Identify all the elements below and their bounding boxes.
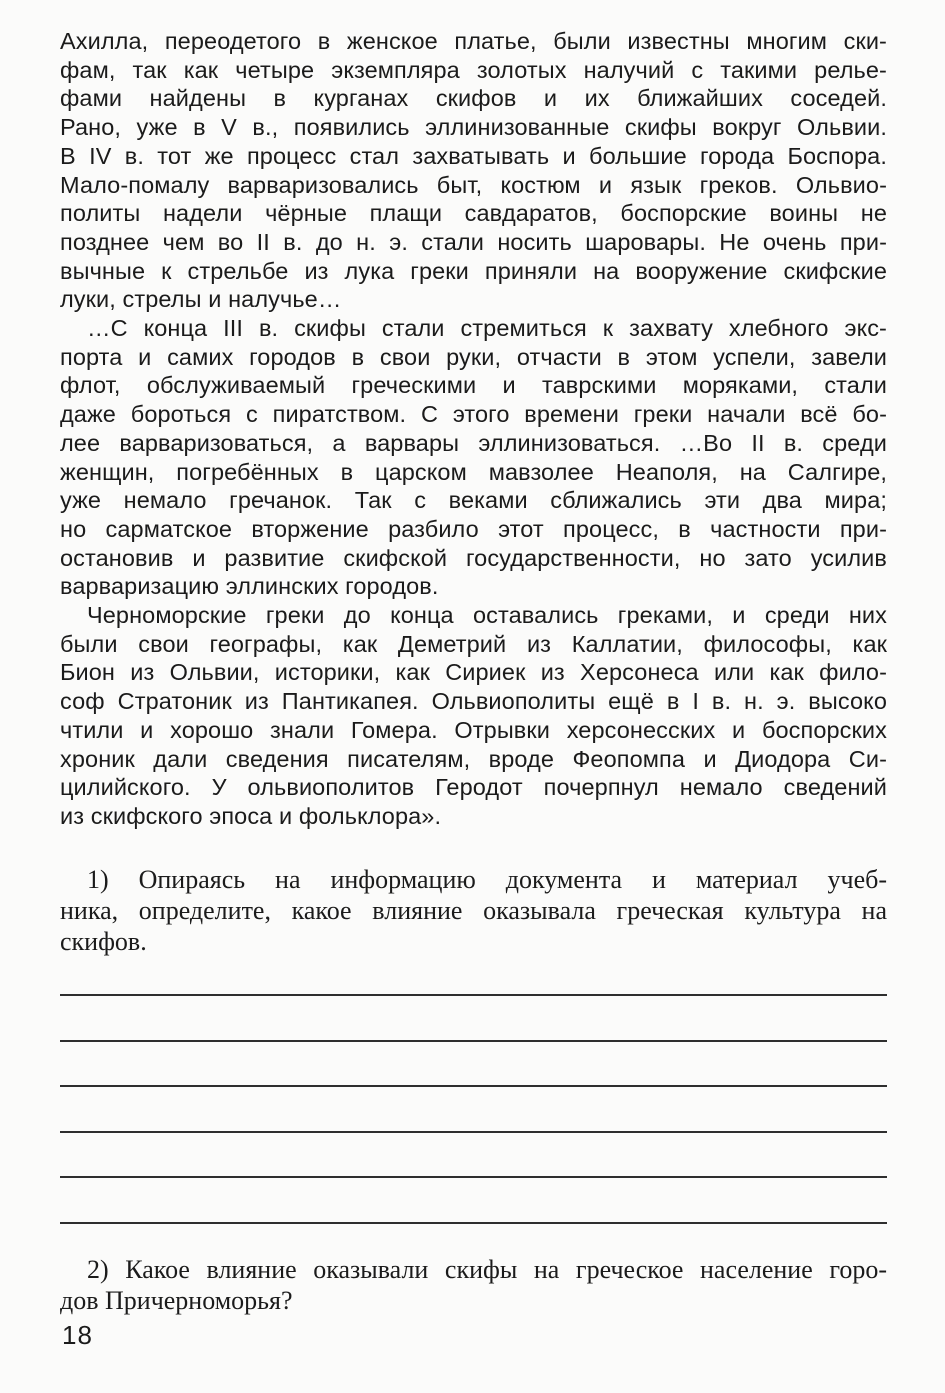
question-2 [60, 1254, 887, 1316]
question-line: ника, определите, какое влияние оказывала греческая культура на [60, 895, 887, 925]
excerpt-line: даже бороться с пиратством. С этого времени греки начали всё бо- [60, 401, 887, 428]
page-number: 18 [62, 1320, 93, 1350]
excerpt-line: Мало-помалу варваризовались быт, костюм и язык греков. Ольвио- [60, 171, 887, 198]
answer-line [60, 1133, 887, 1179]
excerpt-line: соф Стратоник из Пантикапея. Ольвиополиты ещё в I в. н. э. высоко [60, 688, 887, 715]
excerpt-line: Бион из Ольвии, историки, как Сириек из Херсонеса или как фило- [60, 659, 887, 686]
excerpt-line: остановив и развитие скифской государственности, но зато усилив [60, 544, 887, 571]
excerpt-line: политы надели чёрные плащи савдаратов, боспорские воины не [60, 200, 887, 227]
text-column [60, 27, 887, 1316]
excerpt-line: женщин, погребённых в царском мавзолее Неаполя, на Салгире, [60, 458, 887, 485]
answer-line [60, 1178, 887, 1224]
excerpt-line: луки, стрелы и налучье… [60, 286, 342, 313]
question-line: скифов. [60, 926, 147, 956]
excerpt-line: порта и самих городов в свои руки, отчасти в этом успели, завели [60, 343, 887, 370]
excerpt-line: фами найдены в курганах скифов и их ближайших соседей. [60, 85, 887, 112]
excerpt-line: позднее чем во II в. до н. э. стали носить шаровары. Не очень при- [60, 228, 887, 255]
excerpt-line: были свои географы, как Деметрий из Каллатии, философы, как [60, 630, 887, 657]
document-excerpt [60, 27, 887, 831]
excerpt-line: флот, обслуживаемый греческими и таврскими моряками, стали [60, 372, 887, 399]
excerpt-line: вычные к стрельбе из лука греки приняли на вооружение скифские [60, 257, 887, 284]
excerpt-line: Ахилла, переодетого в женское платье, были известны многим ски- [60, 28, 887, 54]
excerpt-line: лее варваризоваться, а варвары эллинизоваться. …Во II в. среди [60, 429, 887, 456]
excerpt-line: цилийского. У ольвиополитов Геродот почерпнул немало сведений [60, 774, 887, 801]
question-1 [60, 864, 887, 957]
excerpt-line: варваризацию эллинских городов. [60, 573, 439, 600]
question-line: дов Причерноморья? [60, 1285, 293, 1315]
answer-line [60, 1042, 887, 1088]
answer-line [60, 996, 887, 1042]
excerpt-line: …С конца III в. скифы стали стремиться к захвату хлебного экс- [87, 315, 887, 342]
answer-lines [60, 951, 887, 1224]
excerpt-line: фам, так как четыре экземпляра золотых налучий с такими релье- [60, 56, 887, 83]
answer-line [60, 951, 887, 997]
question-line: 2) Какое влияние оказывали скифы на греческое население горо- [87, 1254, 887, 1284]
excerpt-line: Черноморские греки до конца оставались греками, и среди них [87, 602, 887, 629]
answer-line [60, 1087, 887, 1133]
excerpt-line: но сарматское вторжение разбило этот процесс, в частности при- [60, 515, 887, 542]
question-line: 1) Опираясь на информацию документа и материал учеб- [87, 864, 887, 894]
excerpt-line: хроник дали сведения писателям, вроде Феопомпа и Диодора Си- [60, 745, 887, 772]
excerpt-line: чтили и хорошо знали Гомера. Отрывки херсонесских и боспорских [60, 716, 887, 743]
excerpt-line: Рано, уже в V в., появились эллинизованные скифы вокруг Ольвии. [60, 114, 887, 141]
excerpt-line: уже немало гречанок. Так с веками сближались эти два мира; [60, 487, 887, 514]
excerpt-line: В IV в. тот же процесс стал захватывать и большие города Боспора. [60, 142, 887, 169]
excerpt-line: из скифского эпоса и фольклора». [60, 802, 442, 829]
